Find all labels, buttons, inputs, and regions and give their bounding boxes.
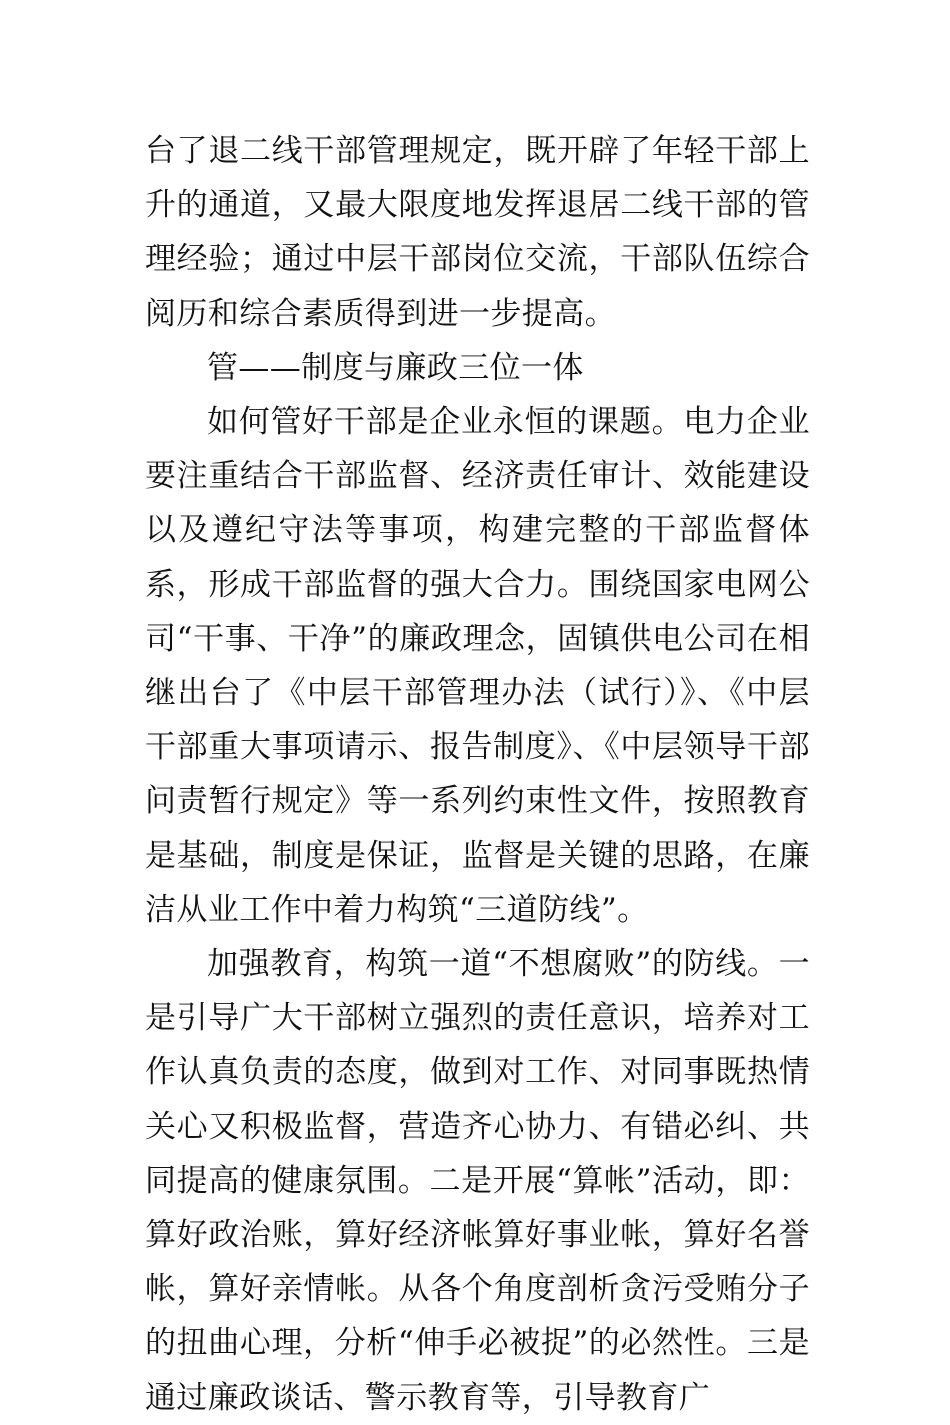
document-body xyxy=(145,124,810,1425)
paragraph-continuation: 台了退二线干部管理规定，既开辟了年轻干部上升的通道，又最大限度地发挥退居二线干部的管理经验；通过中层干部岗位交流，干部队伍综合阅历和综合素质得到进一步提高。 xyxy=(145,133,810,332)
paragraph-education: 加强教育，构筑一道“不想腐败”的防线。一是引导广大干部树立强烈的责任意识，培养对工作认真负责的态度，做到对工作、对同事既热情关心又积极监督，营造齐心协力、有错必纠、共同提高的健康氛围。二是开展“算帐”活动，即：算好政治账，算好经济帐算好事业帐，算好名誉帐，算好亲情帐。从各个角度剖析贪污受贿分子的扭曲心理，分析“伸手必被捉”的必然性。三是通过廉政谈话、警示教育等，引导教育广 xyxy=(145,946,810,1416)
section-heading: 管——制度与廉政三位一体 xyxy=(207,349,584,386)
paragraph-supervision: 如何管好干部是企业永恒的课题。电力企业要注重结合干部监督、经济责任审计、效能建设以及遵纪守法等事项，构建完整的干部监督体系，形成干部监督的强大合力。围绕国家电网公司“干事、干净”的廉政理念，固镇供电公司在相继出台了《中层干部管理办法（试行）》、《中层干部重大事项请示、报告制度》、《中层领导干部问责暂行规定》等一系列约束性文件，按照教育是基础，制度是保证，监督是关键的思路，在廉洁从业工作中着力构筑“三道防线”。 xyxy=(145,404,810,928)
